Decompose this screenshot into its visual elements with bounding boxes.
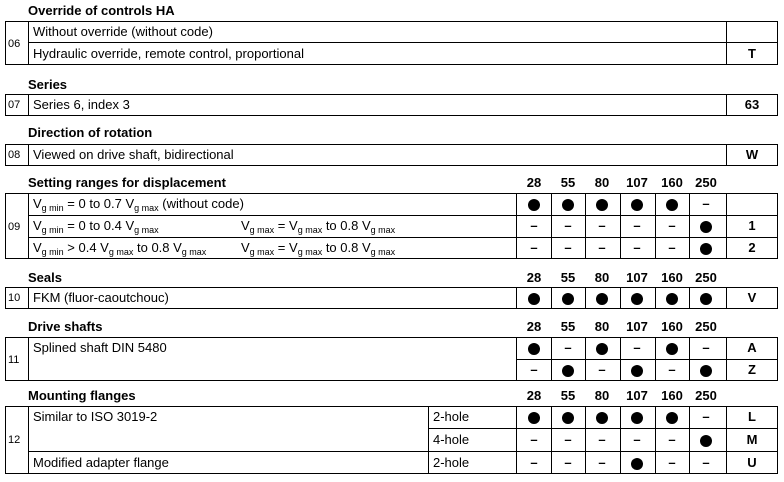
size-header: 107 <box>626 319 648 334</box>
option-text: FKM (fluor-caoutchouc) <box>33 290 169 305</box>
available-dot-icon <box>655 409 689 425</box>
available-dot-icon <box>517 290 551 306</box>
order-code: M <box>746 432 758 447</box>
not-available-dash-icon: – <box>530 455 538 470</box>
available-dot-icon <box>689 218 723 234</box>
not-available-dash-icon: – <box>598 240 606 255</box>
available-dot-icon <box>655 340 689 356</box>
available-dot-icon <box>551 409 585 425</box>
not-available-dash-icon: – <box>702 455 710 470</box>
size-header: 55 <box>560 388 576 403</box>
available-dot-icon <box>620 455 654 471</box>
size-header: 55 <box>560 319 576 334</box>
option-text: $V_{g min} = 0$ to 0.4 $V_{g max}$ <box>33 218 159 235</box>
available-dot-icon <box>585 340 619 356</box>
available-dot-icon <box>517 340 551 356</box>
not-available-dash-icon: – <box>702 409 710 424</box>
available-dot-icon <box>620 362 654 378</box>
size-header: 80 <box>594 175 610 190</box>
divider <box>28 193 29 259</box>
section-title-drive-shafts: Drive shafts <box>28 319 103 334</box>
available-dot-icon <box>517 196 551 212</box>
not-available-dash-icon: – <box>633 432 641 447</box>
divider <box>28 144 29 166</box>
not-available-dash-icon: – <box>668 362 676 377</box>
option-text: $V_{g max} = V_{g max}$ to 0.8 $V_{g max}$ <box>241 218 396 235</box>
size-header: 80 <box>594 270 610 285</box>
available-dot-icon <box>655 196 689 212</box>
order-code: Z <box>748 362 756 377</box>
divider <box>28 94 29 116</box>
divider <box>28 21 29 65</box>
available-dot-icon <box>689 432 723 448</box>
size-header: 80 <box>594 388 610 403</box>
option-text: $V_{g min} > 0.4$ $V_{g max}$ to 0.8 $V_{g max}$ <box>33 240 207 257</box>
section-title-seals: Seals <box>28 270 62 285</box>
option-text: $V_{g max} = V_{g max}$ to 0.8 $V_{g max}$ <box>241 240 396 257</box>
option-text: Similar to ISO 3019-2 <box>33 409 158 424</box>
order-code: 2 <box>748 240 756 255</box>
not-available-dash-icon: – <box>530 432 538 447</box>
not-available-dash-icon: – <box>564 432 572 447</box>
available-dot-icon <box>585 290 619 306</box>
not-available-dash-icon: – <box>633 340 641 355</box>
section-number: 11 <box>8 354 20 366</box>
section-title-setting-ranges: Setting ranges for displacement <box>28 175 226 190</box>
divider <box>428 406 429 474</box>
order-code: W <box>745 147 759 162</box>
order-code: T <box>748 46 756 61</box>
size-header: 80 <box>594 319 610 334</box>
not-available-dash-icon: – <box>530 240 538 255</box>
order-code: U <box>747 455 757 470</box>
option-text: Splined shaft DIN 5480 <box>33 340 167 355</box>
section-number: 12 <box>8 434 21 446</box>
section-title-rotation: Direction of rotation <box>28 125 153 140</box>
available-dot-icon <box>620 290 654 306</box>
not-available-dash-icon: – <box>564 455 572 470</box>
hole-label: 4-hole <box>433 432 470 447</box>
size-header: 250 <box>695 319 717 334</box>
available-dot-icon <box>517 409 551 425</box>
available-dot-icon <box>585 196 619 212</box>
available-dot-icon <box>655 290 689 306</box>
size-header: 55 <box>560 270 576 285</box>
size-header: 107 <box>626 175 648 190</box>
not-available-dash-icon: – <box>598 455 606 470</box>
available-dot-icon <box>551 362 585 378</box>
available-dot-icon <box>689 290 723 306</box>
divider <box>28 287 29 309</box>
size-header: 28 <box>526 270 542 285</box>
section-title-series: Series <box>28 77 68 92</box>
available-dot-icon <box>585 409 619 425</box>
available-dot-icon <box>551 290 585 306</box>
order-code: A <box>747 340 757 355</box>
section-title-override: Override of controls HA <box>28 3 175 18</box>
not-available-dash-icon: – <box>668 240 676 255</box>
not-available-dash-icon: – <box>598 432 606 447</box>
available-dot-icon <box>551 196 585 212</box>
size-header: 250 <box>695 270 717 285</box>
not-available-dash-icon: – <box>702 340 710 355</box>
size-header: 160 <box>661 388 683 403</box>
not-available-dash-icon: – <box>668 432 676 447</box>
section-number: 09 <box>8 221 21 233</box>
divider <box>516 359 778 360</box>
available-dot-icon <box>620 409 654 425</box>
available-dot-icon <box>620 196 654 212</box>
not-available-dash-icon: – <box>598 362 606 377</box>
size-header: 107 <box>626 270 648 285</box>
option-text: Series 6, index 3 <box>33 97 130 112</box>
available-dot-icon <box>689 240 723 256</box>
section-number: 10 <box>8 292 21 304</box>
section-number: 08 <box>8 149 21 161</box>
order-code: V <box>747 290 757 305</box>
divider <box>28 337 29 381</box>
section-number: 06 <box>8 38 21 50</box>
divider <box>28 406 29 474</box>
not-available-dash-icon: – <box>633 218 641 233</box>
not-available-dash-icon: – <box>530 218 538 233</box>
divider <box>28 42 778 43</box>
size-header: 250 <box>695 175 717 190</box>
size-header: 160 <box>661 175 683 190</box>
not-available-dash-icon: – <box>564 240 572 255</box>
not-available-dash-icon: – <box>530 362 538 377</box>
option-text: Viewed on drive shaft, bidirectional <box>33 147 234 162</box>
size-header: 250 <box>695 388 717 403</box>
order-code: L <box>748 409 756 424</box>
not-available-dash-icon: – <box>702 196 710 211</box>
not-available-dash-icon: – <box>598 218 606 233</box>
option-text: Without override (without code) <box>33 24 213 39</box>
not-available-dash-icon: – <box>564 340 572 355</box>
size-header: 28 <box>526 319 542 334</box>
available-dot-icon <box>689 362 723 378</box>
section-number: 07 <box>8 99 21 111</box>
size-header: 28 <box>526 175 542 190</box>
size-header: 160 <box>661 319 683 334</box>
not-available-dash-icon: – <box>668 455 676 470</box>
order-code: 1 <box>748 218 756 233</box>
hole-label: 2-hole <box>433 455 470 470</box>
divider <box>28 451 778 452</box>
size-header: 55 <box>560 175 576 190</box>
option-text: Modified adapter flange <box>33 455 169 470</box>
not-available-dash-icon: – <box>633 240 641 255</box>
not-available-dash-icon: – <box>668 218 676 233</box>
hole-label: 2-hole <box>433 409 470 424</box>
section-title-mounting-flanges: Mounting flanges <box>28 388 136 403</box>
option-text: Hydraulic override, remote control, proportional <box>33 46 304 61</box>
option-text: $V_{g min} = 0$ to 0.7 $V_{g max}$ (without code) <box>33 196 244 213</box>
size-header: 28 <box>526 388 542 403</box>
order-code: 63 <box>744 97 760 112</box>
not-available-dash-icon: – <box>564 218 572 233</box>
size-header: 107 <box>626 388 648 403</box>
size-header: 160 <box>661 270 683 285</box>
